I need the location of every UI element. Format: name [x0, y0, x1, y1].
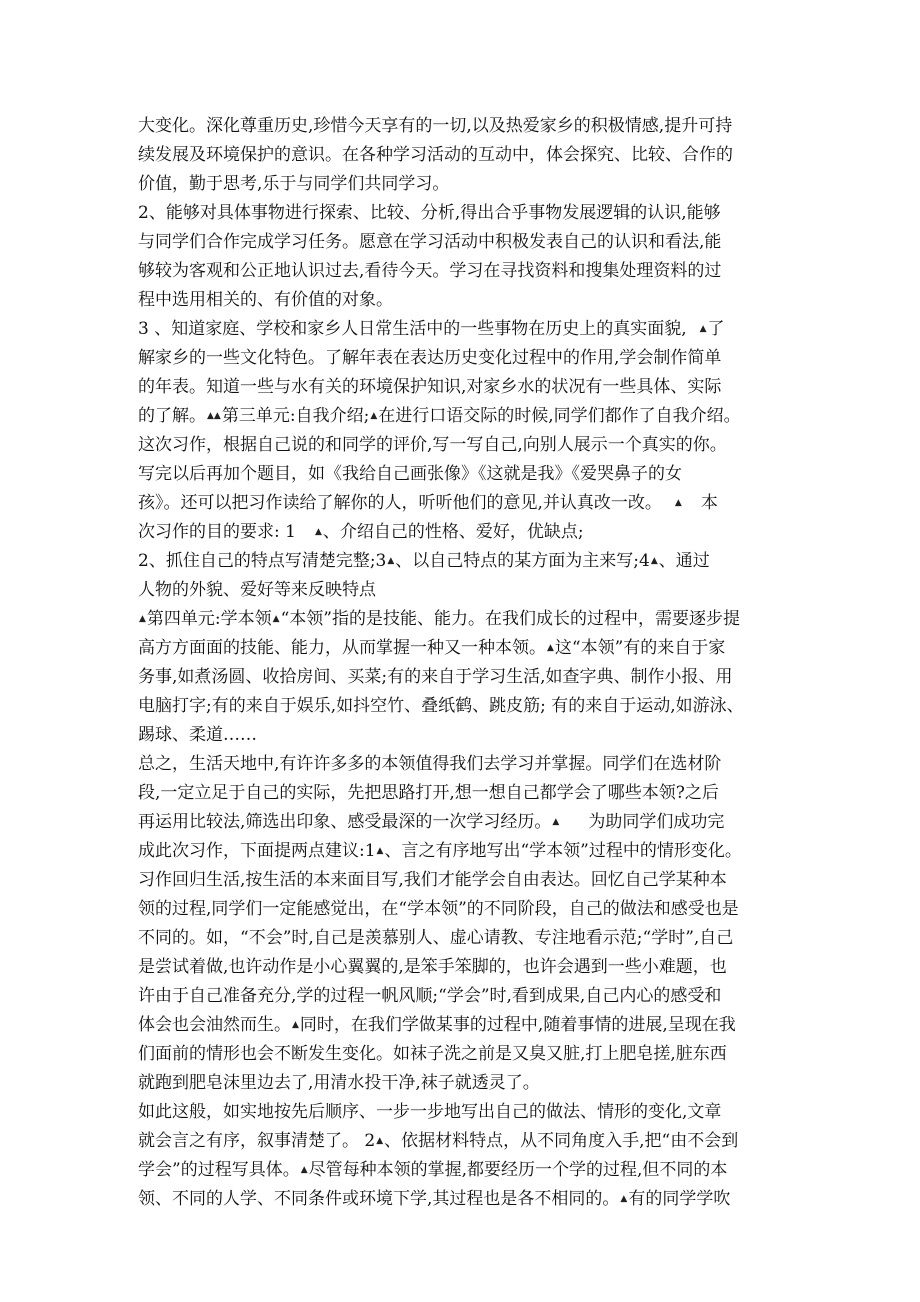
text-line: [138, 605, 788, 634]
text-line: [138, 170, 788, 199]
text: 不同的。如，“不会”时,自己是羡慕别人、虚心请教、专注地看示范;“学时”,自己: [138, 928, 734, 948]
text-line: [138, 547, 788, 576]
text-line: [138, 1185, 788, 1214]
text: 这次习作，根据自己说的和同学的评价,写一写自己,向别人展示一个真实的你。: [138, 435, 727, 455]
text: 孩》。还可以把习作读给了解你的人，听听他们的意见,并认真改一改。: [138, 493, 662, 513]
text: 、言之有序地写出“学本领”过程中的情形变化。: [384, 841, 742, 861]
bullet-mark-icon: ▲: [272, 614, 280, 624]
text: 够较为客观和公正地认识过去,看待今天。学习在寻找资料和搜集处理资料的过: [138, 261, 722, 281]
text: 解家乡的一些文化特色。了解年表在表达历史变化过程中的作用,学会制作简单: [138, 348, 722, 368]
text: 们面前的情形也会不断发生变化。如袜子洗之前是又臭又脏,打上肥皂搓,脏东西: [138, 1044, 727, 1064]
text-line: [138, 1127, 788, 1156]
text: 第三单元:自我介绍;: [221, 406, 370, 426]
text-line: [138, 953, 788, 982]
text-line: [138, 344, 788, 373]
bullet-mark-icon: ▲: [376, 846, 384, 856]
text: 如此这般，如实地按先后顺序、一步一步地写出自己的做法、情形的变化,文章: [138, 1102, 722, 1122]
text-line: [138, 257, 788, 286]
text-line: [138, 634, 788, 663]
text: 程中选用相关的、有价值的对象。: [138, 290, 393, 310]
text: 踢球、柔道……: [138, 725, 257, 745]
text-line: [138, 808, 788, 837]
text: 为助同学们成功完: [588, 812, 725, 832]
text-line: [138, 402, 788, 431]
text: 有的同学学吹: [628, 1189, 731, 1209]
text-line: [138, 750, 788, 779]
text: 尽管每种本领的掌握,都要经历一个学的过程,但不同的本: [308, 1160, 728, 1180]
text-line: [138, 1156, 788, 1185]
bullet-mark-icon: ▲: [620, 1194, 628, 1204]
text: 总之，生活天地中,有许许多多的本领值得我们去学习并掌握。同学们在选材阶: [138, 754, 722, 774]
text: 成此次习作，下面提两点建议:1: [138, 841, 376, 861]
text-line: [138, 692, 788, 721]
text-line: [138, 721, 788, 750]
bullet-mark-icon: ▲: [387, 556, 395, 566]
text: 领、不同的人学、不同条件或环境下学,其过程也是各不相同的。: [138, 1189, 620, 1209]
text-line: [138, 141, 788, 170]
text-line: [138, 460, 788, 489]
text: 大变化。深化尊重历史,珍惜今天享有的一切,以及热爱家乡的积极情感,提升可持: [138, 116, 733, 136]
text-line: [138, 518, 788, 547]
text: 再运用比较法,筛选出印象、感受最深的一次学习经历。: [138, 812, 552, 832]
bullet-mark-icon: ▲: [139, 614, 146, 624]
text-line: [138, 112, 788, 141]
text-line: [138, 982, 788, 1011]
text: 、以自己特点的某方面为主来写;4: [395, 551, 650, 571]
text: 习作回归生活,按生活的本来面目写,我们才能学会自由表达。回忆自己学某种本: [138, 870, 727, 890]
text: 与同学们合作完成学习任务。愿意在学习活动中积极发表自己的认识和看法,能: [138, 232, 722, 252]
text: 学会”的过程写具体。: [138, 1160, 300, 1180]
text-line: [138, 315, 788, 344]
text: 2、能够对具体事物进行探索、比较、分析,得出合乎事物发展逻辑的认识,能够: [138, 203, 721, 223]
bullet-mark-icon: ▲: [552, 817, 560, 827]
text-line: [138, 924, 788, 953]
bullet-mark-icon: ▲: [699, 324, 707, 334]
text: 是尝试着做,也许动作是小心翼翼的,是笨手笨脚的，也许会遇到一些小难题，也: [138, 957, 727, 977]
bullet-mark-icon: ▲: [376, 1136, 384, 1146]
text-line: [138, 1069, 788, 1098]
bullet-mark-icon: ▲: [370, 411, 378, 421]
text: 写完以后再加个题目，如《我给自己画张像》《这就是我》《爱哭鼻子的女: [138, 464, 682, 484]
text: 、通过: [658, 551, 710, 571]
text-line: [138, 663, 788, 692]
text: 了: [707, 319, 725, 339]
text-line: [138, 373, 788, 402]
text: 2、抓住自己的特点写清楚完整;3: [138, 551, 387, 571]
text-line: [138, 199, 788, 228]
text-line: [138, 489, 788, 518]
bullet-mark-icon: ▲: [650, 556, 658, 566]
text: “本领”指的是技能、能力。在我们成长的过程中，需要逐步提: [280, 609, 740, 629]
text-line: [138, 1040, 788, 1069]
text: 本: [700, 493, 718, 513]
text: 这“本领”有的来自于家: [554, 638, 726, 658]
text: 在进行口语交际的时候,同学们都作了自我介绍。: [378, 406, 741, 426]
text-line: [138, 576, 788, 605]
text: 就跑到肥皂沫里边去了,用清水投干净,袜子就透灵了。: [138, 1073, 540, 1093]
text: 高方方面面的技能、能力，从而掌握一种又一种本领。: [138, 638, 546, 658]
bullet-mark-icon: ▲: [547, 643, 554, 653]
text-line: [138, 228, 788, 257]
text: 、介绍自己的性格、爱好，优缺点;: [322, 522, 584, 542]
text: 务事,如煮汤圆、收拾房间、买菜;有的来自于学习生活,如查字典、制作小报、用: [138, 667, 733, 687]
text: 续发展及环境保护的意识。在各种学习活动的互动中，体会探究、比较、合作的: [138, 145, 733, 165]
bullet-mark-icon: ▲: [292, 1020, 299, 1030]
bullet-mark-icon: ▲: [300, 1165, 308, 1175]
text: 的了解。: [138, 406, 206, 426]
text: 就会言之有序，叙事清楚了。 2: [138, 1131, 376, 1151]
document-body: [138, 112, 788, 1214]
bullet-mark-icon: ▲: [674, 498, 682, 508]
text-line: [138, 431, 788, 460]
text-line: [138, 286, 788, 315]
text: 的年表。知道一些与水有关的环境保护知识,对家乡水的状况有一些具体、实际: [138, 377, 722, 397]
text: 、依据材料特点，从不同角度入手,把“由不会到: [384, 1131, 739, 1151]
bullet-mark-icon: ▲▲: [207, 411, 221, 421]
text: 价值，勤于思考,乐于与同学们共同学习。: [138, 174, 450, 194]
text: 3 、知道家庭、学校和家乡人日常生活中的一些事物在历史上的真实面貌,: [138, 319, 687, 339]
text: 许由于自己准备充分,学的过程一帆风顺;“学会”时,看到成果,自己内心的感受和: [138, 986, 722, 1006]
text-line: [138, 1098, 788, 1127]
text: 领的过程,同学们一定能感觉出，在“学本领”的不同阶段，自己的做法和感受也是: [138, 899, 739, 919]
bullet-mark-icon: ▲: [314, 527, 322, 537]
text: 人物的外貌、爱好等来反映特点: [138, 580, 376, 600]
text: 次习作的目的要求: 1: [138, 522, 296, 542]
text-line: [138, 1011, 788, 1040]
text: 段,一定立足于自己的实际，先把思路打开,想一想自己都学会了哪些本领?之后: [138, 783, 719, 803]
text-line: [138, 895, 788, 924]
text-line: [138, 779, 788, 808]
text: 电脑打字;有的来自于娱乐,如抖空竹、叠纸鹤、跳皮筋; 有的来自于运动,如游泳、: [138, 696, 744, 716]
text: 同时，在我们学做某事的过程中,随着事情的进展,呈现在我: [299, 1015, 736, 1035]
text: 第四单元:学本领: [146, 609, 272, 629]
text: 体会也会油然而生。: [138, 1015, 291, 1035]
text-line: [138, 837, 788, 866]
text-line: [138, 866, 788, 895]
